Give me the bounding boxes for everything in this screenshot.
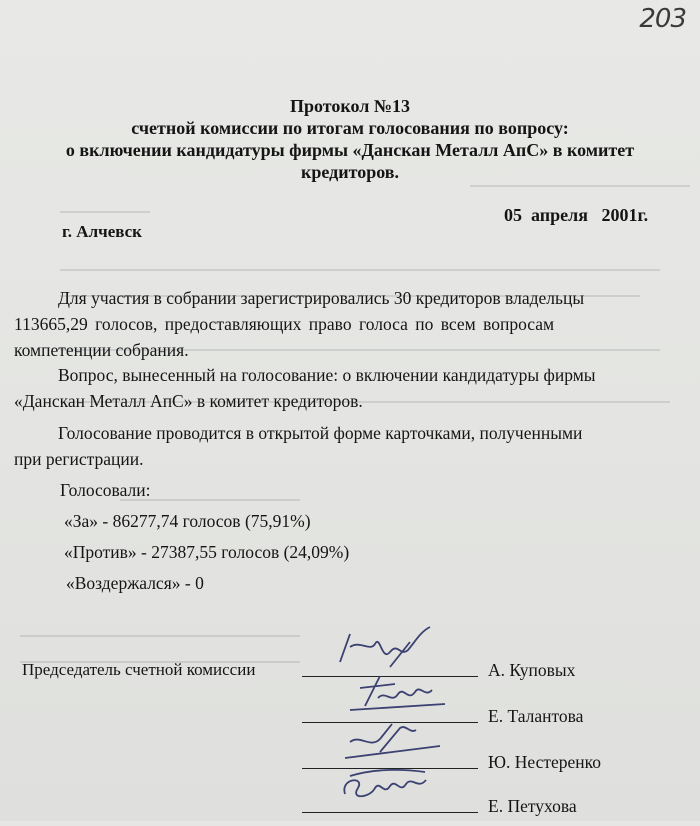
chair-label: Председатель счетной комиссии: [22, 660, 256, 679]
paragraph-line: Для участия в собрании зарегистрировались 30 кредиторов владельцы: [58, 288, 585, 308]
title-line: Протокол №13: [290, 96, 410, 116]
signature-row: [0, 786, 700, 826]
signatory-name: Е. Талантова: [488, 706, 584, 726]
title-line: кредиторов.: [301, 162, 399, 182]
document-date: 05 апреля 2001г.: [504, 205, 649, 225]
paragraph-voting-form: [14, 420, 684, 472]
title-line: о включении кандидатуры фирмы «Данскан Металл АпС» в комитет: [65, 140, 635, 160]
paragraph-line: при регистрации.: [14, 449, 144, 469]
paragraph-line: 113665,29 голосов, предоставляющих право голоса по всем вопросам: [14, 314, 555, 334]
signatory-name: Ю. Нестеренко: [488, 752, 602, 772]
paragraph-registration: [14, 285, 684, 363]
vote-against: «Против» - 27387,55 голосов (24,09%): [64, 542, 350, 562]
signature-line: [302, 812, 478, 813]
signatory-name: Е. Петухова: [488, 796, 577, 816]
handwritten-signature: [320, 758, 460, 818]
paragraph-line: Голосование проводится в открытой форме карточками, полученными: [58, 423, 583, 443]
votes-heading: Голосовали:: [60, 480, 151, 500]
vote-abstained: «Воздержался» - 0: [66, 573, 204, 593]
page-number: 203: [639, 4, 686, 34]
paragraph-line: компетенции собрания.: [14, 340, 189, 360]
signatory-name: А. Куповых: [488, 660, 576, 680]
vote-for: «За» - 86277,74 голосов (75,91%): [64, 511, 311, 531]
paragraph-line: Вопрос, вынесенный на голосование: о включении кандидатуры фирмы: [58, 365, 596, 385]
document-city: г. Алчевск: [62, 222, 142, 241]
title-line: счетной комиссии по итогам голосования по вопросу:: [131, 118, 569, 138]
document-title: [0, 95, 700, 183]
paragraph-line: «Данскан Металл АпС» в комитет кредиторов.: [14, 391, 363, 411]
paragraph-question: [14, 362, 684, 414]
